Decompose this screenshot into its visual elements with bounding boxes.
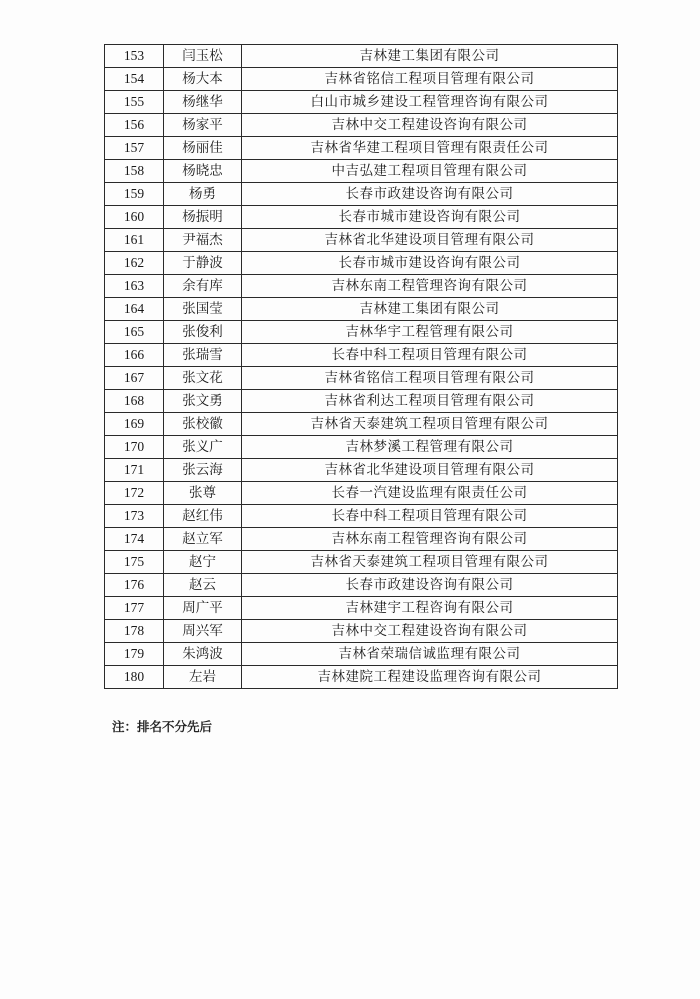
table-row	[105, 459, 618, 482]
person-name: 张文花	[164, 367, 242, 390]
company-name: 长春中科工程项目管理有限公司	[242, 505, 618, 528]
row-number: 155	[105, 91, 164, 114]
person-name: 杨家平	[164, 114, 242, 137]
table-row	[105, 367, 618, 390]
company-name: 长春一汽建设监理有限责任公司	[242, 482, 618, 505]
person-name: 杨振明	[164, 206, 242, 229]
company-name: 白山市城乡建设工程管理咨询有限公司	[242, 91, 618, 114]
person-name: 张国莹	[164, 298, 242, 321]
row-number: 163	[105, 275, 164, 298]
row-number: 174	[105, 528, 164, 551]
row-number: 154	[105, 68, 164, 91]
table-row	[105, 643, 618, 666]
person-name: 周兴军	[164, 620, 242, 643]
company-name: 吉林省华建工程项目管理有限责任公司	[242, 137, 618, 160]
company-name: 长春市城市建设咨询有限公司	[242, 252, 618, 275]
person-name: 杨丽佳	[164, 137, 242, 160]
table-row	[105, 436, 618, 459]
footnote: 注：排名不分先后	[112, 719, 213, 734]
person-name: 赵红伟	[164, 505, 242, 528]
person-name: 杨勇	[164, 183, 242, 206]
table-row	[105, 137, 618, 160]
company-name: 吉林省荣瑞信诚监理有限公司	[242, 643, 618, 666]
company-name: 吉林省北华建设项目管理有限公司	[242, 229, 618, 252]
company-name: 吉林建工集团有限公司	[242, 45, 618, 68]
person-name: 张文勇	[164, 390, 242, 413]
table-row	[105, 344, 618, 367]
person-name: 朱鸿波	[164, 643, 242, 666]
table-row	[105, 574, 618, 597]
table-row	[105, 597, 618, 620]
table-row	[105, 183, 618, 206]
person-name: 张义广	[164, 436, 242, 459]
row-number: 156	[105, 114, 164, 137]
person-name: 左岩	[164, 666, 242, 689]
row-number: 178	[105, 620, 164, 643]
table-row	[105, 482, 618, 505]
row-number: 165	[105, 321, 164, 344]
row-number: 172	[105, 482, 164, 505]
company-name: 吉林建工集团有限公司	[242, 298, 618, 321]
person-name: 张尊	[164, 482, 242, 505]
row-number: 159	[105, 183, 164, 206]
company-name: 吉林建院工程建设监理咨询有限公司	[242, 666, 618, 689]
table-row	[105, 413, 618, 436]
table-row	[105, 321, 618, 344]
person-name: 杨大本	[164, 68, 242, 91]
company-name: 长春市政建设咨询有限公司	[242, 183, 618, 206]
person-name: 赵立军	[164, 528, 242, 551]
row-number: 177	[105, 597, 164, 620]
row-number: 169	[105, 413, 164, 436]
table-row	[105, 620, 618, 643]
table-row	[105, 390, 618, 413]
company-name: 吉林中交工程建设咨询有限公司	[242, 114, 618, 137]
table-row	[105, 505, 618, 528]
company-name: 吉林建宇工程咨询有限公司	[242, 597, 618, 620]
company-name: 吉林华宇工程管理有限公司	[242, 321, 618, 344]
table-row	[105, 114, 618, 137]
table-row	[105, 91, 618, 114]
table-row	[105, 666, 618, 689]
person-name: 尹福杰	[164, 229, 242, 252]
table-row	[105, 528, 618, 551]
person-name: 杨晓忠	[164, 160, 242, 183]
person-name: 张瑞雪	[164, 344, 242, 367]
company-name: 吉林梦溪工程管理有限公司	[242, 436, 618, 459]
company-name: 长春市城市建设咨询有限公司	[242, 206, 618, 229]
table-row	[105, 160, 618, 183]
company-name: 吉林省北华建设项目管理有限公司	[242, 459, 618, 482]
company-name: 吉林中交工程建设咨询有限公司	[242, 620, 618, 643]
table-row	[105, 275, 618, 298]
person-name: 余有库	[164, 275, 242, 298]
row-number: 166	[105, 344, 164, 367]
company-name: 长春中科工程项目管理有限公司	[242, 344, 618, 367]
person-name: 张俊利	[164, 321, 242, 344]
row-number: 167	[105, 367, 164, 390]
company-name: 吉林省利达工程项目管理有限公司	[242, 390, 618, 413]
row-number: 170	[105, 436, 164, 459]
company-name: 吉林东南工程管理咨询有限公司	[242, 275, 618, 298]
row-number: 180	[105, 666, 164, 689]
row-number: 162	[105, 252, 164, 275]
table-body	[105, 45, 618, 689]
row-number: 153	[105, 45, 164, 68]
table-row	[105, 252, 618, 275]
company-name: 中吉弘建工程项目管理有限公司	[242, 160, 618, 183]
company-name: 吉林省天泰建筑工程项目管理有限公司	[242, 413, 618, 436]
table-row	[105, 298, 618, 321]
table-row	[105, 68, 618, 91]
row-number: 171	[105, 459, 164, 482]
company-name: 吉林省铭信工程项目管理有限公司	[242, 68, 618, 91]
table-row	[105, 45, 618, 68]
company-name: 吉林省天泰建筑工程项目管理有限公司	[242, 551, 618, 574]
personnel-table	[104, 44, 618, 689]
table-row	[105, 229, 618, 252]
table-row	[105, 206, 618, 229]
person-name: 周广平	[164, 597, 242, 620]
company-name: 吉林东南工程管理咨询有限公司	[242, 528, 618, 551]
row-number: 173	[105, 505, 164, 528]
company-name: 长春市政建设咨询有限公司	[242, 574, 618, 597]
person-name: 杨继华	[164, 91, 242, 114]
row-number: 161	[105, 229, 164, 252]
row-number: 158	[105, 160, 164, 183]
row-number: 160	[105, 206, 164, 229]
row-number: 176	[105, 574, 164, 597]
row-number: 168	[105, 390, 164, 413]
row-number: 164	[105, 298, 164, 321]
person-name: 赵宁	[164, 551, 242, 574]
row-number: 157	[105, 137, 164, 160]
table-row	[105, 551, 618, 574]
person-name: 闫玉松	[164, 45, 242, 68]
person-name: 张云海	[164, 459, 242, 482]
row-number: 175	[105, 551, 164, 574]
person-name: 张校徽	[164, 413, 242, 436]
company-name: 吉林省铭信工程项目管理有限公司	[242, 367, 618, 390]
row-number: 179	[105, 643, 164, 666]
person-name: 于静波	[164, 252, 242, 275]
person-name: 赵云	[164, 574, 242, 597]
